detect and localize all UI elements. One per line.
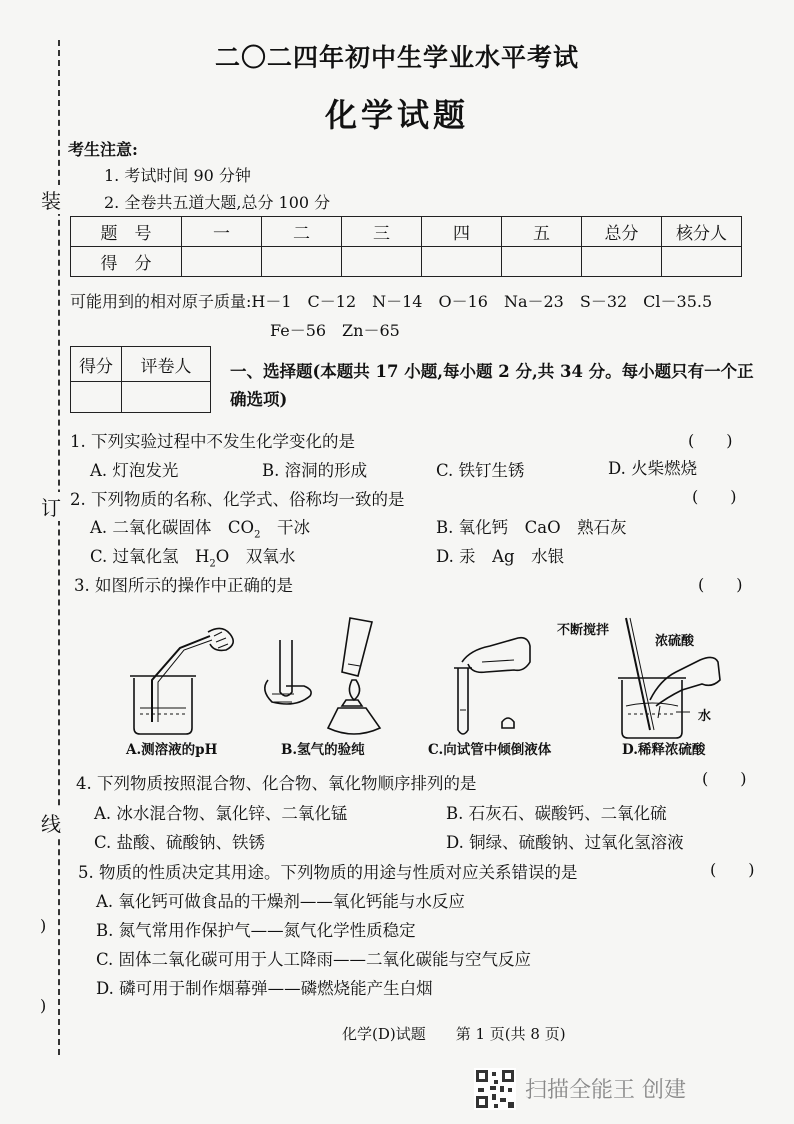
score-table-header-row [71, 217, 742, 247]
q4-option-b: B. 石灰石、碳酸钙、二氧化硫 [446, 804, 667, 823]
grader-name-input[interactable] [122, 382, 211, 413]
q5-option-d: D. 磷可用于制作烟幕弹——磷燃烧能产生白烟 [96, 979, 433, 998]
figure-b-label: B.氢气的验纯 [281, 742, 365, 758]
score-header-cell: 三 [342, 217, 422, 247]
question-1-stem: 1. 下列实验过程中不发生化学变化的是 [70, 432, 355, 451]
q1-option-b: B. 溶洞的形成 [262, 461, 368, 480]
score-row-label: 得 分 [71, 247, 182, 277]
question-3-stem: 3. 如图所示的操作中正确的是 [74, 576, 293, 595]
exam-title: 二〇二四年初中生学业水平考试 [214, 43, 579, 72]
score-input-cell[interactable] [582, 247, 662, 277]
watermark-text: 扫描全能王 创建 [525, 1078, 686, 1103]
figure-d-label: D.稀释浓硫酸 [622, 742, 706, 758]
answer-paren-q2[interactable]: ( ) [692, 487, 737, 506]
atomic-masses-line-1: 可能用到的相对原子质量:H－1 C－12 N－14 O－16 Na－23 S－32 Cl－35.5 [70, 292, 713, 311]
binding-mark-zhuang: 装 [41, 185, 61, 214]
page-footer: 化学(D)试题 第 1 页(共 8 页) [342, 1025, 566, 1043]
score-table-score-row [71, 247, 742, 277]
q2-c-name: C. 过氧化氢 [90, 547, 179, 566]
q5-option-a: A. 氧化钙可做食品的干燥剂——氧化钙能与水反应 [96, 892, 465, 911]
answer-paren-q1[interactable]: ( ) [688, 431, 733, 450]
q4-option-d: D. 铜绿、硫酸钠、过氧化氢溶液 [446, 833, 684, 852]
q2-a-name: A. 二氧化碳固体 [90, 518, 212, 537]
q1-option-a: A. 灯泡发光 [90, 461, 179, 480]
binding-mark-ding: 订 [41, 492, 61, 521]
q2-option-d: D. 汞 Ag 水银 [436, 547, 565, 566]
score-header-cell: 一 [182, 217, 262, 247]
figure-d-acid-label: 浓硫酸 [655, 634, 695, 649]
qr-code-icon [474, 1068, 516, 1110]
q2-c-formula-h: H [195, 547, 210, 566]
q2-option-c [90, 543, 295, 569]
atomic-masses-line-2: Fe－56 Zn－65 [270, 321, 400, 340]
q2-a-formula: CO [227, 518, 255, 537]
score-input-cell[interactable] [422, 247, 502, 277]
q5-option-b: B. 氮气常用作保护气——氮气化学性质稳定 [96, 921, 416, 940]
score-input-cell[interactable] [182, 247, 262, 277]
q2-option-a [90, 514, 310, 540]
q2-c-formula-o: O [215, 547, 230, 566]
q2-a-common: 干冰 [276, 518, 310, 537]
figure-a-ph-test [130, 628, 233, 734]
score-header-cell: 二 [262, 217, 342, 247]
grader-box [70, 346, 211, 413]
q4-option-a: A. 冰水混合物、氯化锌、二氧化锰 [94, 804, 348, 823]
q1-option-d: D. 火柴燃烧 [608, 459, 698, 478]
question-2-stem: 2. 下列物质的名称、化学式、俗称均一致的是 [70, 490, 405, 509]
exam-subject-title: 化学试题 [324, 96, 469, 134]
question-5-stem: 5. 物质的性质决定其用途。下列物质的用途与性质对应关系错误的是 [78, 863, 578, 882]
q5-option-c: C. 固体二氧化碳可用于人工降雨——二氧化碳能与空气反应 [96, 950, 532, 969]
score-input-cell[interactable] [662, 247, 742, 277]
score-input-cell[interactable] [502, 247, 582, 277]
answer-paren-q4[interactable]: ( ) [702, 769, 747, 788]
figure-d-water-label: 水 [698, 709, 712, 724]
score-input-cell[interactable] [342, 247, 422, 277]
q2-option-b: B. 氧化钙 CaO 熟石灰 [436, 518, 627, 537]
score-header-cell: 核分人 [662, 217, 742, 247]
score-table [70, 216, 742, 277]
notice-item-1: 1. 考试时间 90 分钟 [104, 166, 251, 185]
q2-a-subscript: 2 [254, 529, 261, 541]
notice-item-2: 2. 全卷共五道大题,总分 100 分 [104, 193, 331, 212]
grader-score-input[interactable] [71, 382, 122, 413]
section-1-heading-cont: 确选项) [230, 390, 288, 409]
grader-name-label: 评卷人 [122, 347, 211, 382]
binding-mark-xian: 线 [41, 808, 61, 837]
score-header-cell: 总分 [582, 217, 662, 247]
answer-paren-q3[interactable]: ( ) [698, 575, 743, 594]
score-header-cell: 五 [502, 217, 582, 247]
grader-score-label: 得分 [71, 347, 122, 382]
q4-option-c: C. 盐酸、硫酸钠、铁锈 [94, 833, 266, 852]
figure-c-label: C.向试管中倾倒液体 [428, 742, 552, 758]
figure-b-hydrogen-test [265, 618, 380, 734]
margin-mark: ) [40, 996, 47, 1015]
answer-paren-q5[interactable]: ( ) [710, 860, 755, 879]
score-header-cell: 四 [422, 217, 502, 247]
notice-heading: 考生注意: [68, 140, 138, 159]
score-input-cell[interactable] [262, 247, 342, 277]
q2-c-subscript: 2 [209, 558, 216, 570]
section-1-heading: 一、选择题(本题共 17 小题,每小题 2 分,共 34 分。每小题只有一个正 [230, 362, 754, 381]
figure-c-pouring [454, 638, 530, 734]
figure-d-stir-label: 不断搅拌 [557, 623, 610, 638]
question-4-stem: 4. 下列物质按照混合物、化合物、氧化物顺序排列的是 [76, 774, 477, 793]
figure-a-label: A.测溶液的pH [126, 742, 218, 758]
score-header-cell: 题 号 [71, 217, 182, 247]
margin-mark: ) [40, 916, 47, 935]
q1-option-c: C. 铁钉生锈 [436, 461, 525, 480]
q2-c-common: 双氧水 [245, 547, 296, 566]
